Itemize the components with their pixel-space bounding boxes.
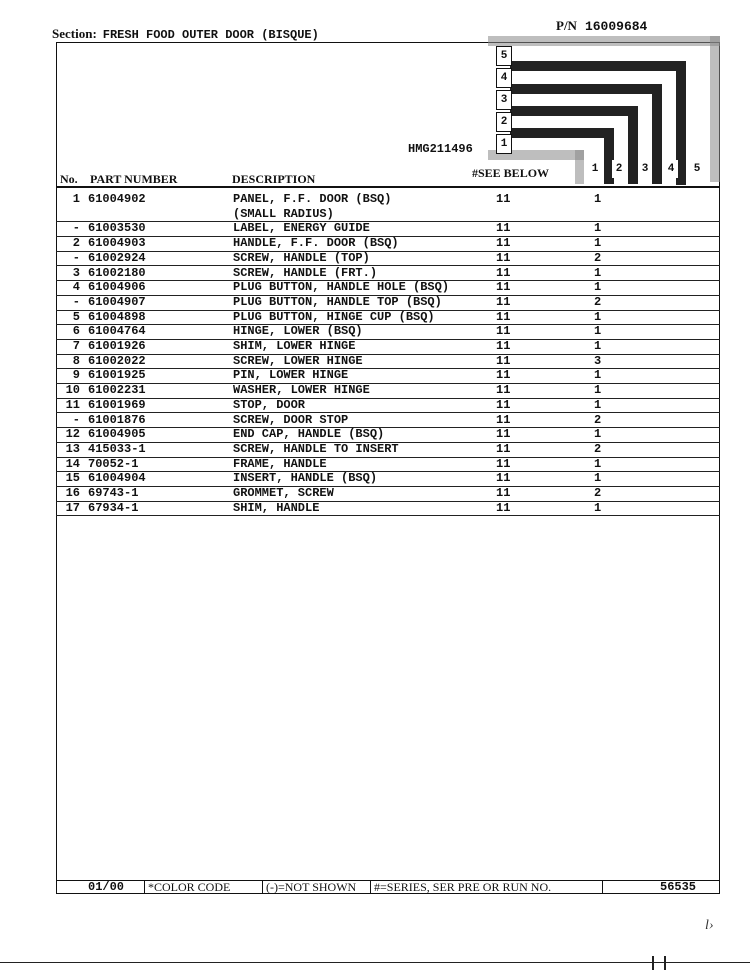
row-quantity: 1 xyxy=(594,456,602,471)
row-quantity: 2 xyxy=(594,441,602,456)
table-row xyxy=(56,368,720,384)
series-label-5: 5 xyxy=(496,46,512,66)
row-quantity: 1 xyxy=(594,309,602,324)
row-series: 11 xyxy=(496,353,511,368)
row-description: (SMALL RADIUS) xyxy=(233,206,334,221)
row-part-number: 69743-1 xyxy=(88,486,139,500)
series-label-3: 3 xyxy=(496,90,512,110)
row-part-number: 61004906 xyxy=(88,280,146,295)
row-item-number: 14 xyxy=(65,456,80,471)
model-number: HMG211496 xyxy=(408,142,473,156)
series-col-3: 3 xyxy=(638,160,652,178)
row-description: LABEL, ENERGY GUIDE xyxy=(233,221,370,236)
row-quantity: 1 xyxy=(594,500,602,515)
row-series: 11 xyxy=(496,324,511,339)
row-description: PLUG BUTTON, HANDLE TOP (BSQ) xyxy=(233,294,442,309)
table-row xyxy=(56,207,720,223)
row-item-number: 12 xyxy=(65,427,80,442)
table-row xyxy=(56,221,720,237)
row-description: SCREW, HANDLE (TOP) xyxy=(233,250,370,265)
table-row xyxy=(56,486,720,502)
row-series: 11 xyxy=(496,309,511,324)
row-quantity: 1 xyxy=(594,471,602,486)
table-row xyxy=(56,354,720,370)
row-description: HANDLE, F.F. DOOR (BSQ) xyxy=(233,236,399,251)
row-item-number: 3 xyxy=(72,265,80,280)
table-row xyxy=(56,310,720,326)
row-part-number: 61002231 xyxy=(88,383,146,398)
top-bar xyxy=(488,36,720,46)
row-series: 11 xyxy=(496,397,511,412)
table-row xyxy=(56,383,720,399)
row-description: SHIM, LOWER HINGE xyxy=(233,339,356,353)
row-quantity: 2 xyxy=(594,412,602,427)
row-part-number: 61004764 xyxy=(88,324,146,339)
footer-doc-number: 56535 xyxy=(660,880,697,894)
row-quantity: 2 xyxy=(594,294,602,309)
row-quantity: 1 xyxy=(594,324,602,339)
row-part-number: 61002180 xyxy=(88,265,146,280)
row-series: 11 xyxy=(496,427,511,442)
table-row xyxy=(56,295,720,311)
row-description: SCREW, DOOR STOP xyxy=(233,412,349,427)
row-description: SCREW, HANDLE (FRT.) xyxy=(233,265,378,280)
row-item-number: 5 xyxy=(72,309,80,324)
row-item-number: 17 xyxy=(65,500,80,515)
row-series: 11 xyxy=(496,412,511,427)
table-row xyxy=(56,501,720,517)
series-step-0-drop xyxy=(575,150,584,184)
row-series: 11 xyxy=(496,192,511,206)
row-part-number: 61001876 xyxy=(88,412,146,427)
row-series: 11 xyxy=(496,471,511,486)
table-row xyxy=(56,192,720,207)
row-series: 11 xyxy=(496,383,511,398)
row-item-number: 8 xyxy=(72,353,80,368)
row-quantity: 2 xyxy=(594,250,602,265)
row-description: FRAME, HANDLE xyxy=(233,456,327,471)
table-row xyxy=(56,427,720,443)
row-quantity: 1 xyxy=(594,221,602,236)
row-item-number: 2 xyxy=(72,236,80,251)
row-part-number: 67934-1 xyxy=(88,500,139,515)
table-row xyxy=(56,457,720,473)
footer-not-shown: (-)=NOT SHOWN xyxy=(266,880,357,894)
row-series: 11 xyxy=(496,250,511,265)
row-part-number: 415033-1 xyxy=(88,441,146,456)
row-description: HINGE, LOWER (BSQ) xyxy=(233,324,363,339)
page-bottom-line xyxy=(0,962,750,963)
row-series: 11 xyxy=(496,265,511,280)
row-quantity: 1 xyxy=(594,265,602,280)
row-part-number: 61004902 xyxy=(88,192,146,206)
row-description: SCREW, LOWER HINGE xyxy=(233,353,363,368)
row-series: 11 xyxy=(496,236,511,251)
section-label: Section: xyxy=(52,26,97,41)
row-item-number: 16 xyxy=(65,486,80,500)
row-series: 11 xyxy=(496,456,511,471)
col-header-desc: DESCRIPTION xyxy=(232,172,316,186)
col-header-part: PART NUMBER xyxy=(90,172,178,186)
series-col-5: 5 xyxy=(690,160,704,178)
row-part-number: 61004907 xyxy=(88,294,146,309)
row-part-number: 61004905 xyxy=(88,427,146,442)
row-part-number: 61004904 xyxy=(88,471,146,486)
row-series: 11 xyxy=(496,486,511,500)
series-label-4: 4 xyxy=(496,68,512,88)
row-part-number: 61001925 xyxy=(88,368,146,383)
series-col-2: 2 xyxy=(612,160,626,178)
row-description: SCREW, HANDLE TO INSERT xyxy=(233,441,399,456)
row-description: STOP, DOOR xyxy=(233,397,306,412)
row-item-number: 1 xyxy=(72,192,80,206)
row-item-number: - xyxy=(72,221,80,236)
row-description: WASHER, LOWER HINGE xyxy=(233,383,370,398)
row-part-number: 61001926 xyxy=(88,339,146,353)
table-row xyxy=(56,266,720,282)
row-part-number: 61002924 xyxy=(88,250,146,265)
row-item-number: - xyxy=(72,412,80,427)
row-quantity: 1 xyxy=(594,383,602,398)
row-series: 11 xyxy=(496,500,511,515)
table-row xyxy=(56,324,720,340)
row-quantity: 1 xyxy=(594,236,602,251)
section-heading xyxy=(52,26,319,42)
row-description: PLUG BUTTON, HANDLE HOLE (BSQ) xyxy=(233,280,450,295)
row-part-number: 61002022 xyxy=(88,353,146,368)
series-label-1: 1 xyxy=(496,134,512,154)
page-bottom-tick xyxy=(664,956,666,970)
page-mark: l› xyxy=(705,918,714,933)
row-quantity: 1 xyxy=(594,280,602,295)
table-row xyxy=(56,398,720,414)
row-item-number: 13 xyxy=(65,441,80,456)
row-item-number: 7 xyxy=(72,339,80,353)
row-quantity: 1 xyxy=(594,427,602,442)
table-row xyxy=(56,442,720,458)
row-description: END CAP, HANDLE (BSQ) xyxy=(233,427,385,442)
row-description: GROMMET, SCREW xyxy=(233,486,334,500)
footer-color-code: *COLOR CODE xyxy=(148,880,231,894)
row-quantity: 1 xyxy=(594,397,602,412)
row-quantity: 1 xyxy=(594,339,602,353)
row-description: SHIM, HANDLE xyxy=(233,500,320,515)
row-quantity: 2 xyxy=(594,486,602,500)
row-series: 11 xyxy=(496,441,511,456)
row-item-number: 4 xyxy=(72,280,80,295)
row-description: PANEL, F.F. DOOR (BSQ) xyxy=(233,192,392,206)
series-col-1: 1 xyxy=(588,160,602,178)
pn-label: P/N xyxy=(556,18,577,33)
row-part-number: 70052-1 xyxy=(88,456,139,471)
table-row xyxy=(56,251,720,267)
row-item-number: 11 xyxy=(65,397,80,412)
row-quantity: 1 xyxy=(594,192,602,206)
table-row xyxy=(56,339,720,355)
row-part-number: 61003530 xyxy=(88,221,146,236)
part-number-heading xyxy=(556,18,647,34)
right-bar xyxy=(710,36,720,182)
page-bottom-tick xyxy=(652,956,654,970)
table-row xyxy=(56,413,720,429)
row-series: 11 xyxy=(496,280,511,295)
footer-date: 01/00 xyxy=(88,880,125,894)
section-value: FRESH FOOD OUTER DOOR (BISQUE) xyxy=(102,28,319,42)
row-item-number: - xyxy=(72,294,80,309)
col-header-no: No. xyxy=(60,172,78,186)
row-item-number: 6 xyxy=(72,324,80,339)
row-item-number: - xyxy=(72,250,80,265)
row-series: 11 xyxy=(496,368,511,383)
col-header-see-below: #SEE BELOW xyxy=(472,166,550,180)
row-item-number: 15 xyxy=(65,471,80,486)
row-part-number: 61004903 xyxy=(88,236,146,251)
row-series: 11 xyxy=(496,339,511,353)
row-description: PLUG BUTTON, HINGE CUP (BSQ) xyxy=(233,309,435,324)
row-quantity: 1 xyxy=(594,368,602,383)
series-label-2: 2 xyxy=(496,112,512,132)
table-row xyxy=(56,471,720,487)
table-row xyxy=(56,280,720,296)
row-description: PIN, LOWER HINGE xyxy=(233,368,349,383)
row-description: INSERT, HANDLE (BSQ) xyxy=(233,471,378,486)
pn-value: 16009684 xyxy=(584,19,648,34)
row-series: 11 xyxy=(496,221,511,236)
row-item-number: 9 xyxy=(72,368,80,383)
row-item-number: 10 xyxy=(65,383,80,398)
row-series: 11 xyxy=(496,294,511,309)
header-separator xyxy=(56,186,720,188)
row-part-number: 61004898 xyxy=(88,309,146,324)
row-part-number: 61001969 xyxy=(88,397,146,412)
footer-series-note: #=SERIES, SER PRE OR RUN NO. xyxy=(374,880,552,894)
table-row xyxy=(56,236,720,252)
row-quantity: 3 xyxy=(594,353,602,368)
series-col-4: 4 xyxy=(664,160,678,178)
